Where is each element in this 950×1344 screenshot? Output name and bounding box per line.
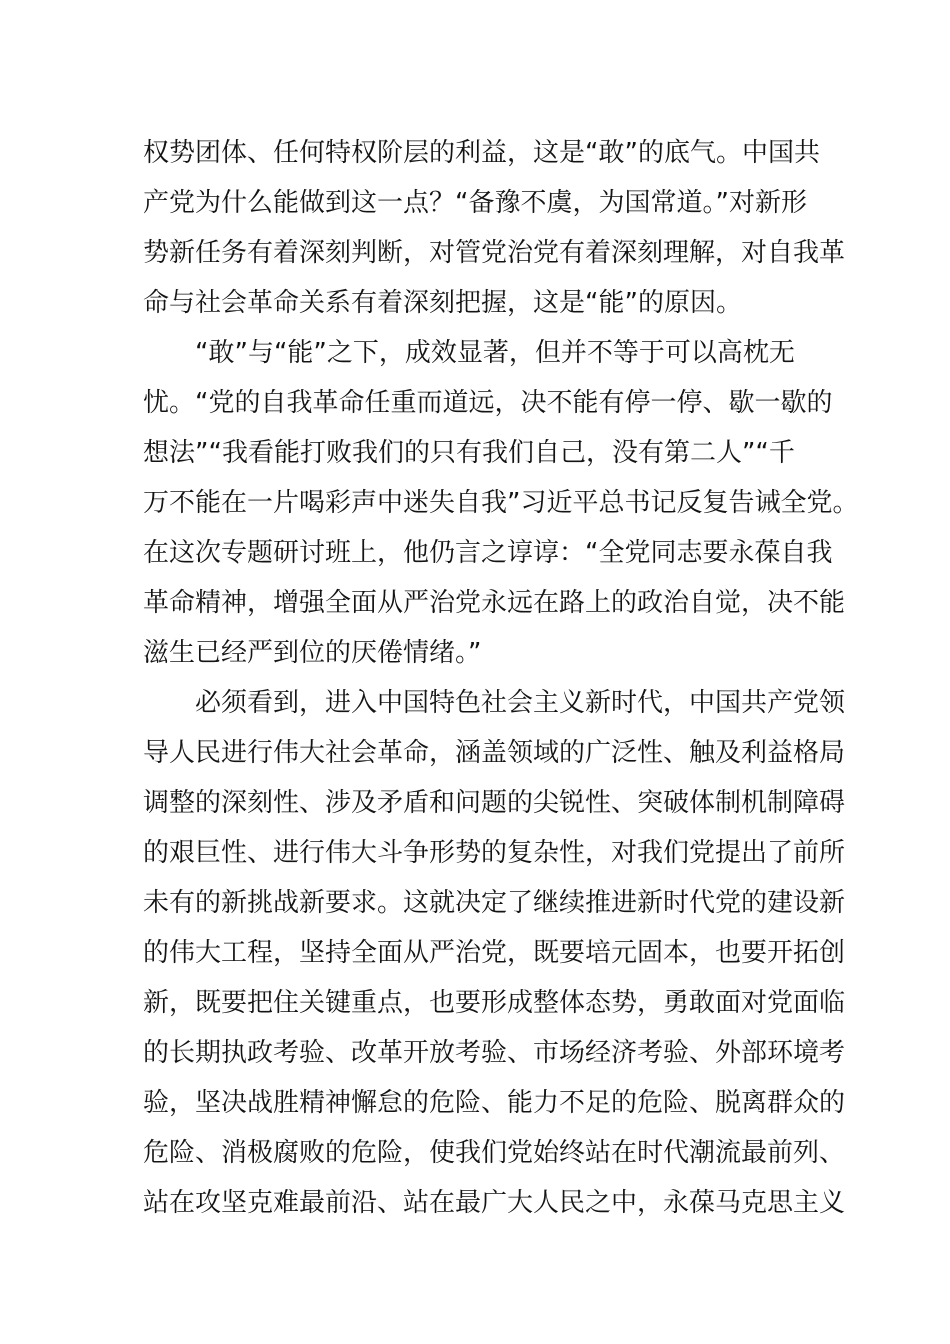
text-line: 在这次专题研讨班上，他仍言之谆谆：“全党同志要永葆自我 (143, 538, 833, 568)
text-line: 调整的深刻性、涉及矛盾和问题的尖锐性、突破体制机制障碍 (143, 788, 846, 818)
text-line: 万不能在一片喝彩声中迷失自我”习近平总书记反复告诫全党。 (143, 488, 859, 518)
text-line: 危险、消极腐败的危险，使我们党始终站在时代潮流最前列、 (143, 1138, 846, 1168)
text-line: 的伟大工程，坚持全面从严治党，既要培元固本，也要开拓创 (143, 938, 846, 968)
text-line: 势新任务有着深刻判断，对管党治党有着深刻理解，对自我革 (143, 238, 846, 268)
text-line: 未有的新挑战新要求。这就决定了继续推进新时代党的建设新 (143, 888, 846, 918)
text-line: 想法”“我看能打败我们的只有我们自己，没有第二人”“千 (143, 438, 795, 468)
text-line: 站在攻坚克难最前沿、站在最广大人民之中，永葆马克思主义 (143, 1188, 846, 1218)
body-text (143, 128, 859, 1228)
paragraph-start-line: 必须看到，进入中国特色社会主义新时代，中国共产党领 (195, 688, 846, 718)
text-line: 忧。“党的自我革命任重而道远，决不能有停一停、歇一歇的 (143, 388, 833, 418)
text-line: 导人民进行伟大社会革命，涵盖领域的广泛性、触及利益格局 (143, 738, 846, 768)
text-line: 验，坚决战胜精神懈怠的危险、能力不足的危险、脱离群众的 (143, 1088, 846, 1118)
text-line: 命与社会革命关系有着深刻把握，这是“能”的原因。 (143, 288, 742, 318)
text-line: 的长期执政考验、改革开放考验、市场经济考验、外部环境考 (143, 1038, 846, 1068)
text-line: 新，既要把住关键重点，也要形成整体态势，勇敢面对党面临 (143, 988, 846, 1018)
paragraph-start-line: “敢”与“能”之下，成效显著，但并不等于可以高枕无 (195, 338, 795, 368)
text-line: 革命精神，增强全面从严治党永远在路上的政治自觉，决不能 (143, 588, 846, 618)
text-line: 产党为什么能做到这一点？“备豫不虞，为国常道。”对新形 (143, 188, 807, 218)
text-line: 的艰巨性、进行伟大斗争形势的复杂性，对我们党提出了前所 (143, 838, 846, 868)
text-line: 权势团体、任何特权阶层的利益，这是“敢”的底气。中国共 (143, 138, 820, 168)
text-line: 滋生已经严到位的厌倦情绪。” (143, 638, 482, 668)
